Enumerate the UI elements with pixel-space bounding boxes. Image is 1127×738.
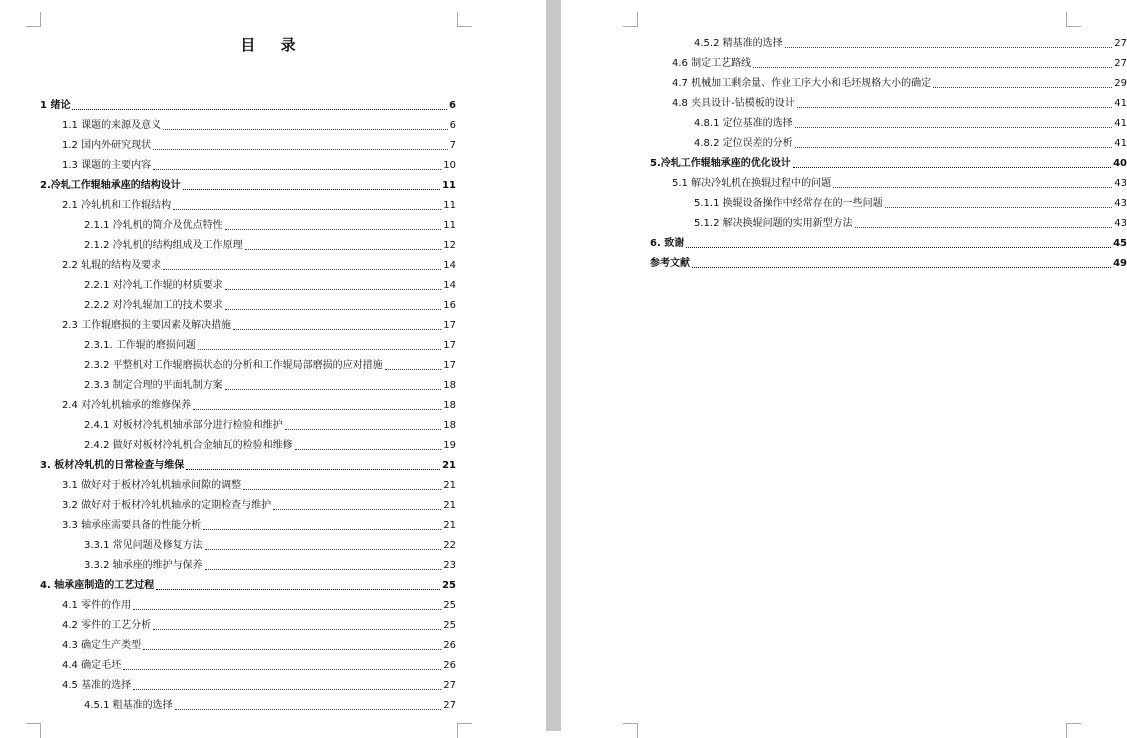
toc-entry-title: 4. 轴承座制造的工艺过程	[40, 580, 155, 591]
toc-entry-title: 2.4 对冷轧机轴承的维修保养	[62, 400, 192, 411]
toc-entry[interactable]	[40, 672, 456, 692]
dot-leader	[72, 109, 447, 110]
toc-entry[interactable]	[40, 432, 456, 452]
crop-mark-bottom-left	[26, 723, 41, 738]
toc-entry-page-number: 17	[443, 320, 456, 331]
toc-entry-page-number: 41	[1114, 138, 1127, 149]
toc-entry-page-number: 10	[443, 160, 456, 171]
toc-entry-page-number: 22	[443, 540, 456, 551]
toc-entry-page-number: 18	[443, 420, 456, 431]
toc-entry-page-number: 6	[449, 100, 456, 111]
toc-entry-page-number: 21	[443, 520, 456, 531]
toc-entry-title: 4.8 夹具设计-钻模板的设计	[672, 98, 795, 109]
toc-entry-page-number: 7	[449, 140, 456, 151]
dot-leader	[273, 509, 441, 510]
toc-entry[interactable]	[650, 150, 1127, 170]
toc-entry-title: 2.4.1 对板材冷轧机轴承部分进行检验和维护	[84, 420, 283, 431]
toc-entry[interactable]	[650, 210, 1127, 230]
dot-leader	[133, 689, 441, 690]
dot-leader	[143, 649, 441, 650]
dot-leader	[186, 469, 440, 470]
toc-entry-page-number: 40	[1113, 158, 1127, 169]
toc-entry-title: 3.2 做好对于板材冷轧机轴承的定期检查与维护	[62, 500, 272, 511]
crop-mark-top-right	[1066, 12, 1081, 27]
toc-entry[interactable]	[40, 392, 456, 412]
toc-entry-title: 2.1 冷轧机和工作辊结构	[62, 200, 172, 211]
toc-entry[interactable]	[40, 272, 456, 292]
toc-entry[interactable]	[40, 292, 456, 312]
dot-leader	[163, 269, 441, 270]
toc-list-left	[40, 92, 456, 712]
crop-mark-bottom-right	[1066, 723, 1081, 738]
toc-entry-title: 4.5 基准的选择	[62, 680, 132, 691]
toc-entry[interactable]	[40, 572, 456, 592]
dot-leader	[933, 87, 1112, 88]
toc-entry-title: 1.1 课题的来源及意义	[62, 120, 162, 131]
toc-entry[interactable]	[40, 512, 456, 532]
crop-mark-top-right	[457, 12, 472, 27]
toc-entry-page-number: 14	[443, 260, 456, 271]
toc-entry-title: 4.2 零件的工艺分析	[62, 620, 152, 631]
toc-entry-title: 1 绪论	[40, 100, 71, 111]
dot-leader	[885, 207, 1113, 208]
toc-entry-page-number: 17	[443, 340, 456, 351]
toc-entry-title: 6. 致谢	[650, 238, 685, 249]
toc-entry[interactable]	[40, 192, 456, 212]
toc-entry[interactable]	[650, 70, 1127, 90]
toc-entry-page-number: 41	[1114, 118, 1127, 129]
toc-entry[interactable]	[40, 312, 456, 332]
toc-entry-page-number: 23	[443, 560, 456, 571]
toc-entry[interactable]	[650, 230, 1127, 250]
toc-entry-title: 4.6 制定工艺路线	[672, 58, 752, 69]
toc-entry-title: 4.3 确定生产类型	[62, 640, 142, 651]
toc-entry[interactable]	[40, 232, 456, 252]
toc-entry[interactable]	[40, 632, 456, 652]
toc-entry[interactable]	[40, 172, 456, 192]
toc-entry-page-number: 25	[443, 620, 456, 631]
toc-entry-title: 4.8.2 定位误差的分析	[694, 138, 793, 149]
dot-leader	[225, 389, 442, 390]
toc-entry-page-number: 25	[443, 600, 456, 611]
toc-entry[interactable]	[40, 252, 456, 272]
dot-leader	[785, 47, 1113, 48]
toc-entry[interactable]	[40, 412, 456, 432]
toc-entry-title: 5.冷轧工作辊轴承座的优化设计	[650, 158, 791, 169]
dot-leader	[153, 169, 441, 170]
toc-entry-title: 2.3.1. 工作辊的磨损问题	[84, 340, 196, 351]
dot-leader	[225, 229, 442, 230]
toc-entry-page-number: 11	[442, 180, 456, 191]
toc-entry-page-number: 26	[443, 640, 456, 651]
toc-entry-page-number: 27	[1114, 58, 1127, 69]
toc-entry-page-number: 43	[1114, 198, 1127, 209]
toc-entry[interactable]	[650, 170, 1127, 190]
toc-entry[interactable]	[650, 30, 1127, 50]
toc-entry[interactable]	[650, 90, 1127, 110]
dot-leader	[243, 489, 441, 490]
dot-leader	[225, 289, 442, 290]
toc-entry-title: 3.3 轴承座需要具备的性能分析	[62, 520, 202, 531]
dot-leader	[855, 227, 1113, 228]
toc-entry-page-number: 18	[443, 380, 456, 391]
toc-entry[interactable]	[650, 50, 1127, 70]
toc-entry-page-number: 19	[443, 440, 456, 451]
toc-entry-page-number: 18	[443, 400, 456, 411]
dot-leader	[183, 189, 440, 190]
toc-entry-title: 4.5.2 精基准的选择	[694, 38, 783, 49]
dot-leader	[797, 107, 1113, 108]
toc-entry-page-number: 43	[1114, 218, 1127, 229]
toc-entry-title: 5.1 解决冷轧机在换辊过程中的问题	[672, 178, 832, 189]
toc-entry-page-number: 21	[443, 500, 456, 511]
toc-entry-title: 2.1.1 冷轧机的简介及优点特性	[84, 220, 223, 231]
dot-leader	[795, 147, 1113, 148]
toc-entry[interactable]	[40, 212, 456, 232]
dot-leader	[175, 709, 442, 710]
toc-entry[interactable]	[40, 652, 456, 672]
dot-leader	[233, 329, 441, 330]
crop-mark-top-left	[623, 12, 638, 27]
toc-entry-page-number: 41	[1114, 98, 1127, 109]
toc-list-right	[650, 30, 1127, 270]
dot-leader	[153, 629, 441, 630]
toc-entry-page-number: 25	[442, 580, 456, 591]
document-page-right	[561, 0, 1125, 731]
dot-leader	[686, 247, 1111, 248]
toc-entry-page-number: 14	[443, 280, 456, 291]
toc-entry[interactable]	[40, 352, 456, 372]
toc-entry[interactable]	[40, 372, 456, 392]
toc-entry-title: 2.1.2 冷轧机的结构组成及工作原理	[84, 240, 243, 251]
dot-leader	[753, 67, 1112, 68]
dot-leader	[793, 167, 1111, 168]
toc-entry[interactable]	[40, 112, 456, 132]
dot-leader	[245, 249, 442, 250]
toc-entry-page-number: 49	[1113, 258, 1127, 269]
dot-leader	[156, 589, 440, 590]
toc-entry-title: 2.3.3 制定合理的平面轧制方案	[84, 380, 223, 391]
toc-entry-title: 4.1 零件的作用	[62, 600, 132, 611]
page-gutter	[546, 0, 561, 731]
toc-entry-page-number: 27	[443, 680, 456, 691]
toc-entry-title: 4.4 确定毛坯	[62, 660, 122, 671]
toc-entry-page-number: 45	[1113, 238, 1127, 249]
toc-entry-title: 2.2 轧辊的结构及要求	[62, 260, 162, 271]
toc-entry-title: 1.2 国内外研究现状	[62, 140, 152, 151]
toc-entry-title: 3.1 做好对于板材冷轧机轴承间隙的调整	[62, 480, 242, 491]
dot-leader	[692, 267, 1111, 268]
toc-title: 目 录	[240, 36, 306, 54]
toc-entry[interactable]	[650, 250, 1127, 270]
toc-entry[interactable]	[650, 190, 1127, 210]
dot-leader	[205, 569, 442, 570]
toc-entry[interactable]	[40, 452, 456, 472]
dot-leader	[295, 449, 442, 450]
toc-entry-title: 4.8.1 定位基准的选择	[694, 118, 793, 129]
toc-entry-title: 3.3.1 常见问题及修复方法	[84, 540, 203, 551]
toc-entry[interactable]	[40, 612, 456, 632]
toc-entry-page-number: 27	[443, 700, 456, 711]
toc-entry-title: 2.2.2 对冷轧辊加工的技术要求	[84, 300, 223, 311]
toc-entry[interactable]	[40, 332, 456, 352]
dot-leader	[285, 429, 442, 430]
document-page-left	[0, 0, 546, 731]
toc-entry-page-number: 26	[443, 660, 456, 671]
toc-entry-page-number: 11	[443, 200, 456, 211]
toc-entry-page-number: 43	[1114, 178, 1127, 189]
toc-entry-title: 2.3 工作辊磨损的主要因素及解决措施	[62, 320, 232, 331]
dot-leader	[833, 187, 1112, 188]
crop-mark-bottom-left	[623, 723, 638, 738]
toc-entry[interactable]	[40, 132, 456, 152]
toc-entry-title: 1.3 课题的主要内容	[62, 160, 152, 171]
dot-leader	[198, 349, 441, 350]
toc-entry-title: 3. 板材冷轧机的日常检查与维保	[40, 460, 185, 471]
crop-mark-top-left	[26, 12, 41, 27]
dot-leader	[173, 209, 441, 210]
dot-leader	[193, 409, 441, 410]
toc-entry-title: 2.冷轧工作辊轴承座的结构设计	[40, 180, 181, 191]
dot-leader	[123, 669, 441, 670]
toc-entry-title: 参考文献	[650, 258, 690, 269]
toc-entry-page-number: 17	[443, 360, 456, 371]
toc-entry[interactable]	[40, 532, 456, 552]
toc-entry-page-number: 11	[443, 220, 456, 231]
dot-leader	[385, 369, 442, 370]
toc-entry-page-number: 27	[1114, 38, 1127, 49]
toc-entry[interactable]	[650, 110, 1127, 130]
dot-leader	[153, 149, 448, 150]
dot-leader	[133, 609, 441, 610]
toc-entry-page-number: 12	[443, 240, 456, 251]
toc-entry-page-number: 21	[443, 480, 456, 491]
toc-entry-title: 4.7 机械加工剩余量、作业工序大小和毛坯规格大小的确定	[672, 78, 932, 89]
dot-leader	[225, 309, 442, 310]
toc-entry-title: 5.1.2 解决换辊问题的实用新型方法	[694, 218, 853, 229]
toc-entry[interactable]	[40, 472, 456, 492]
crop-mark-bottom-right	[457, 723, 472, 738]
toc-entry[interactable]	[40, 592, 456, 612]
toc-entry-page-number: 21	[442, 460, 456, 471]
dot-leader	[163, 129, 448, 130]
toc-entry[interactable]	[40, 92, 456, 112]
toc-entry-title: 2.2.1 对冷轧工作辊的材质要求	[84, 280, 223, 291]
toc-entry-title: 3.3.2 轴承座的维护与保养	[84, 560, 203, 571]
dot-leader	[205, 549, 442, 550]
toc-entry-title: 2.4.2 做好对板材冷轧机合金轴瓦的检验和维修	[84, 440, 293, 451]
toc-entry-page-number: 16	[443, 300, 456, 311]
toc-entry-page-number: 29	[1114, 78, 1127, 89]
toc-entry[interactable]	[40, 552, 456, 572]
toc-entry[interactable]	[40, 152, 456, 172]
toc-entry-page-number: 6	[449, 120, 456, 131]
toc-entry-title: 4.5.1 粗基准的选择	[84, 700, 173, 711]
toc-entry[interactable]	[40, 492, 456, 512]
toc-entry-title: 5.1.1 换辊设备操作中经常存在的一些问题	[694, 198, 883, 209]
dot-leader	[203, 529, 441, 530]
dot-leader	[795, 127, 1113, 128]
toc-entry-title: 2.3.2 平整机对工作辊磨损状态的分析和工作辊局部磨损的应对措施	[84, 360, 383, 371]
toc-entry[interactable]	[40, 692, 456, 712]
toc-entry[interactable]	[650, 130, 1127, 150]
